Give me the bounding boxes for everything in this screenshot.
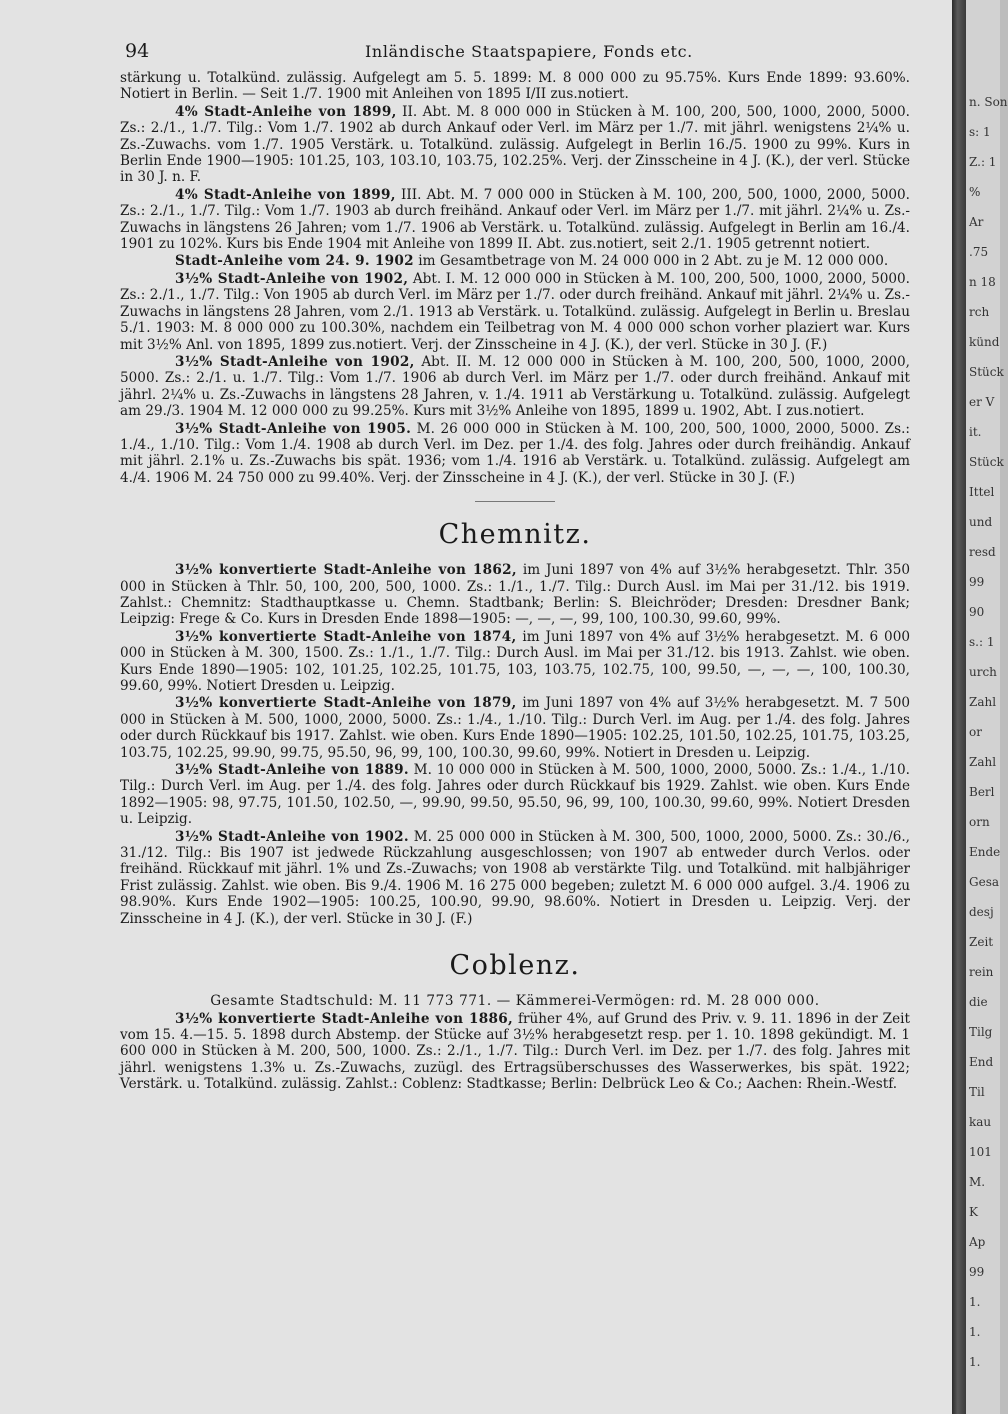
bond-entry [120,253,910,269]
facing-page-fragment: 99 [969,1265,985,1279]
facing-page-edge [966,0,1008,1414]
facing-page-fragment: Ar [969,215,984,229]
facing-page-fragment: Tilg [969,1025,993,1039]
bond-title: 3½% konvertierte Stadt-Anleihe von 1886, [175,1010,514,1027]
bond-entry [120,104,910,186]
bond-title: Stadt-Anleihe vom 24. 9. 1902 [175,253,414,270]
facing-page-fragment: it. [969,425,982,439]
facing-page-fragment: % [969,185,981,199]
facing-page-fragment: 90 [969,605,985,619]
bond-entry [120,762,910,828]
bond-description: M. 10 000 000 in Stücken à M. 500, 1000, 2000, 5000. Zs.: 1./4., 1./10. Tilg.: Durch Verl. im Aug. per 1./4. des folg. Jahres oder durch Rückkauf bis 1929. Zahlst. wie oben. Kurs Ende 1892—1905: 98, 97.75, 101.50, 102.50, —, 99.90, 99.50, 95.50, 96, 99, 100, 100.30, 99.60, 99%. Notiert Dresden u. Leipzig. [120,762,910,828]
bond-description: im Juni 1897 von 4% auf 3½% herabgesetzt. M. 7 500 000 in Stücken à M. 500, 1000, 2000, 5000. Zs.: 1./4., 1./10. Tilg.: Durch Verl. im Aug. per 1./4. des folg. Jahres oder durch Rückkauf bis 1917. Zahlst. wie oben. Kurs Ende 1890—1905: 102.25, 101.50, 102.25, 101.75, 103.25, 103.75, 102.25, 99.90, 99.75, 95.50, 96, 99, 100, 100.30, 99.60, 99%. Notiert in Dresden u. Leipzig. [120,695,910,761]
facing-page-fragment: Ende [969,845,1001,859]
facing-page-fragment: s.: 1 [969,635,995,649]
bond-description: Abt. II. M. 12 000 000 in Stücken à M. 100, 200, 500, 1000, 2000, 5000. Zs.: 2./1. u. 1./7. Tilg.: Vom 1./7. 1906 ab durch Verl. im März per 1./7. oder durch freihänd. Ankauf mit jährl. 2¼% u. Zs.-Zuwachs in längstens 28 Jahren, v. 1./4. 1911 ab Verstärkung u. Totalkünd. zulässig. Aufgelegt am 29./3. 1904 M. 12 000 000 zu 99.25%. Kurs mit 3½% Anleihe von 1895, 1899 u. 1902, Abt. I zus.notiert. [120,353,910,420]
bond-title: 3½% Stadt-Anleihe von 1889. [175,762,409,779]
facing-page-fragment: Zahl [969,755,997,769]
facing-page-fragment: Berl [969,785,995,799]
facing-page-fragment: rein [969,965,994,979]
bond-description: Abt. I. M. 12 000 000 in Stücken à M. 100, 200, 500, 1000, 2000, 5000. Zs.: 2./1., 1./7. Tilg.: Von 1905 ab durch Verl. im März per 1./7. oder durch freihänd. Ankauf mit jährl. 2¼% u. Zs.-Zuwachs in längstens 28 Jahren, vom 2./1. 1913 ab Verstärk. u. Totalkünd. zulässig. Aufgelegt in Berlin u. Breslau 5./1. 1903: M. 8 000 000 zu 100.30%, nachdem ein Teilbetrag von M. 4 000 000 schon vorher plaziert war. Kurs mit 3½% Anl. von 1895, 1899 zus.notiert. Verj. der Zinsscheine in 4 J. (K.), der verl. Stücke in 30 J. (F.) [120,270,910,353]
facing-page-fragment: 99 [969,575,985,589]
bond-description: im Juni 1897 von 4% auf 3½% herabgesetzt. Thlr. 350 000 in Stücken à Thlr. 50, 100, 200, 500, 1000. Zs.: 1./1., 1./7. Tilg.: Durch Ausl. im Mai per 31./12. bis 1919. Zahlst.: Chemnitz: Stadthauptkasse u. Chemn. Stadtbank; Berlin: S. Bleichröder; Dresden: Dresdner Bank; Leipzig: Frege & Co. Kurs in Dresden Ende 1898—1905: —, —, —, 99, 100, 100.30, 99.60, 99%. [120,562,910,628]
facing-page-fragment: künd [969,335,1000,349]
bond-description: III. Abt. M. 7 000 000 in Stücken à M. 100, 200, 500, 1000, 2000, 5000. Zs.: 2./1., 1./7. Tilg.: Vom 1./7. 1903 ab durch freihänd. Ankauf oder Verl. im März per 1./7. mit jährl. 2¼% u. Zs.-Zuwachs in längstens 26 Jahren; vom 1./7. 1906 ab Verstärk. u. Totalkünd. zulässig. Aufgelegt in Berlin am 16./4. 1901 zu 102%. Kurs bis Ende 1904 mit Anleihe von 1899 II. Abt. zus.notiert, seit 2./1. 1905 getrennt notiert. [120,186,910,253]
facing-page-fragment: desj [969,905,994,919]
bond-description: früher 4%, auf Grund des Priv. v. 9. 11. 1896 in der Zeit vom 15. 4.—15. 5. 1898 durch Abstemp. der Stücke auf 3½% herabgesetzt resp. per 1. 10. 1898 gekündigt. M. 1 600 000 in Stücken à M. 200, 500, 1000. Zs.: 2./1., 1./7. Tilg.: Durch Verl. im Dez. per 1./7. des folg. Jahres mit jährl. wenigstens 1.3% u. Zs.-Zuwachs, zuzügl. des Ertragsüberschusses des Wasserwerkes, bis spät. 1922; Verstärk. u. Totalkünd. zulässig. Zahlst.: Coblenz: Stadtkasse; Berlin: Delbrück Leo & Co.; Aachen: Rhein.-Westf. [120,1010,910,1093]
bond-description: im Gesamtbetrage von M. 24 000 000 in 2 Abt. zu je M. 12 000 000. [413,253,889,270]
page-number: 94 [125,40,150,62]
facing-page-fragment: er V [969,395,995,409]
facing-page-fragment: Stück [969,365,1004,379]
bond-entry [120,695,910,761]
book-binding-gutter [952,0,966,1414]
facing-page-fragment: rch [969,305,990,319]
bond-title: 3½% Stadt-Anleihe von 1902. [175,828,409,845]
facing-page-fragment: s: 1 [969,125,991,139]
bond-title: 3½% Stadt-Anleihe von 1902, [175,353,415,370]
bond-entry [120,271,910,353]
coblenz-debt-summary: Gesamte Stadtschuld: M. 11 773 771. — Kämmerei-Vermögen: rd. M. 28 000 000. [210,993,820,1010]
facing-page-fragment: Z.: 1 [969,155,997,169]
facing-page-fragment: und [969,515,993,529]
intro-entries [120,104,910,486]
coblenz-entries [120,1011,910,1093]
bond-entry [120,187,910,253]
facing-page-fragment: Gesa [969,875,999,889]
bond-entry [120,629,910,695]
bond-title: 3½% Stadt-Anleihe von 1902, [175,270,409,287]
facing-page-fragment: urch [969,665,997,679]
facing-page-fragment: 1. [969,1295,981,1309]
facing-page-fragment: Stück [969,455,1004,469]
bond-title: 3½% konvertierte Stadt-Anleihe von 1879, [175,695,517,712]
section-divider [475,501,555,502]
chemnitz-entries [120,562,910,927]
bond-entry [120,829,910,927]
bond-title: 4% Stadt-Anleihe von 1899, [175,103,397,120]
bond-entry [120,1011,910,1093]
bond-entry [120,421,910,487]
bond-description: im Juni 1897 von 4% auf 3½% herabgesetzt. M. 6 000 000 in Stücken à M. 300, 1500. Zs.: 1./1., 1./7. Tilg.: Durch Ausl. im Mai per 31./12. bis 1913. Zahlst. wie oben. Kurs Ende 1890—1905: 102, 101.25, 102.25, 101.75, 103, 103.75, 102.75, 100, 99.50, —, —, —, 100, 100.30, 99.60, 99%. Notiert Dresden u. Leipzig. [120,628,910,694]
page-content [120,70,910,1094]
facing-page-fragment: 1. [969,1325,981,1339]
page-header [125,40,925,64]
bond-description: M. 26 000 000 in Stücken à M. 100, 200, 500, 1000, 2000, 5000. Zs.: 1./4., 1./10. Tilg.: Vom 1./4. 1908 ab durch Verl. im Dez. per 1./4. des folg. Jahres oder durch freihändig. Ankauf mit jährl. 2.1% u. Zs.-Zuwachs bis spät. 1936; vom 1./4. 1916 ab Verstärk. u. Totalkünd. zulässig. Aufgelegt am 4./4. 1906 M. 24 750 000 zu 99.40%. Verj. der Zinsscheine in 4 J. (K.), der verl. Stücke in 30 J. (F.) [120,420,910,486]
facing-page-fragment: M. [969,1175,986,1189]
facing-page-fragment: n 18 [969,275,996,289]
bond-title: 3½% Stadt-Anleihe von 1905. [175,420,412,437]
bond-title: 3½% konvertierte Stadt-Anleihe von 1874, [175,628,517,645]
facing-page-fragment: Zahl [969,695,997,709]
continuation-paragraph: stärkung u. Totalkünd. zulässig. Aufgelegt am 5. 5. 1899: M. 8 000 000 zu 95.75%. Kurs Ende 1899: 93.60%. Notiert in Berlin. — Seit 1./7. 1900 mit Anleihen von 1895 I/II zus.notiert. [120,70,910,103]
bond-description: II. Abt. M. 8 000 000 in Stücken à M. 100, 200, 500, 1000, 2000, 5000. Zs.: 2./1., 1./7. Tilg.: Vom 1./7. 1902 ab durch Ankauf oder Verl. im März per 1./7. mit jährl. wenigstens 2¼% u. Zs.-Zuwachs. vom 1./7. 1905 Verstärk. u. Totalkünd. zulässig. Aufgelegt in Berlin 16./5. 1900 zu 99%. Kurs in Berlin Ende 1900—1905: 101.25, 103, 103.10, 103.75, 102.25%. Verj. der Zinsscheine in 4 J. (K.), der verl. Stücke in 30 J. n. F. [120,103,910,186]
facing-page-fragment: .75 [969,245,989,259]
bond-entry [120,562,910,628]
city-heading-chemnitz: Chemnitz. [438,519,592,551]
bond-description: M. 25 000 000 in Stücken à M. 300, 500, 1000, 2000, 5000. Zs.: 30./6., 31./12. Tilg.: Bis 1907 ist jedwede Rückzahlung ausgeschlossen; von 1907 ab entweder durch Verlos. oder freihänd. Rückkauf mit jährl. 1% und Zs.-Zuwachs; von 1908 ab verstärkte Tilg. und Totalkünd. mit halbjähriger Frist zulässig. Zahlst. wie oben. Bis 9./4. 1906 M. 16 275 000 begeben; zuletzt M. 6 000 000 aufgel. 3./4. 1906 zu 98.90%. Kurs Ende 1902—1905: 100.25, 100.90, 99.90, 98.60%. Notiert in Dresden u. Leipzig. Verj. der Zinsscheine in 4 J. (K.), der verl. Stücke in 30 J. (F.) [120,828,910,927]
city-heading-coblenz: Coblenz. [449,950,581,982]
facing-page-fragment: kau [969,1115,992,1129]
facing-page-fragment: Til [969,1085,985,1099]
facing-page-fragment: orn [969,815,990,829]
facing-page-fragment: 101 [969,1145,992,1159]
bond-title: 4% Stadt-Anleihe von 1899, [175,186,396,203]
facing-page-fragment: Ap [969,1235,986,1249]
facing-page-fragment: or [969,725,982,739]
facing-page-fragment: Ittel [969,485,995,499]
facing-page-fragment: 1. [969,1355,981,1369]
bond-title: 3½% konvertierte Stadt-Anleihe von 1862, [175,562,517,579]
facing-page-fragment: End [969,1055,994,1069]
running-title: Inländische Staatspapiere, Fonds etc. [365,42,693,61]
facing-page-fragment: K [969,1205,978,1219]
facing-page-fragment: resd [969,545,996,559]
facing-page-fragment: die [969,995,988,1009]
facing-page-fragment: Zeit [969,935,994,949]
facing-page-fragment: n. Son [969,95,1008,109]
bond-entry [120,354,910,420]
